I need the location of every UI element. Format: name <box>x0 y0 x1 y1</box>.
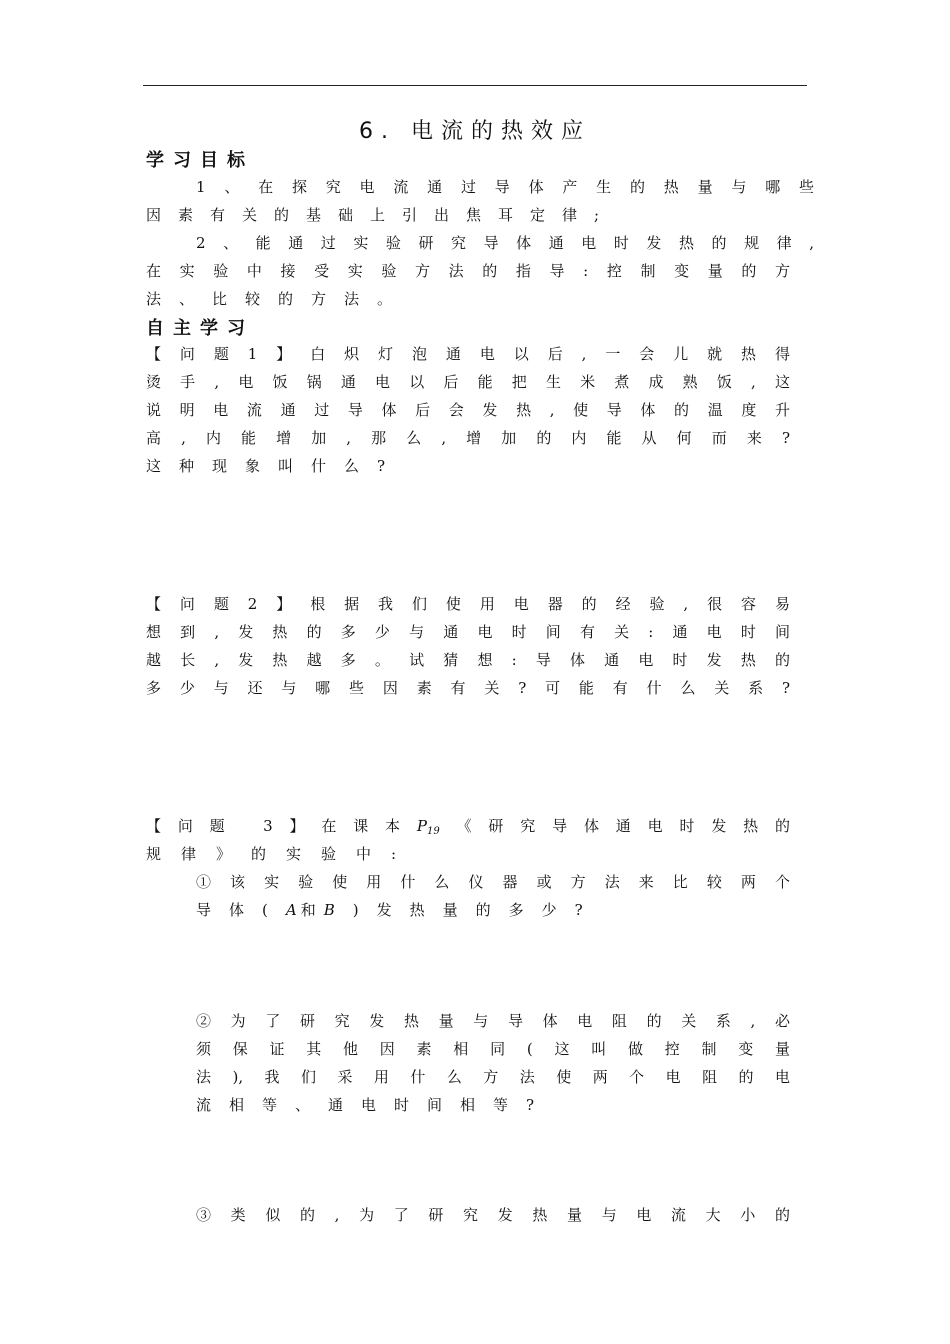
sub-question-1-line-2 <box>196 899 790 920</box>
question-3-line-2: 规律》的实验中: <box>146 845 417 863</box>
section-heading-goals: 学习目标 <box>146 150 254 171</box>
question-3-line-1 <box>146 815 790 837</box>
question-1-line-3: 说明电流通过导体后会发热,使导体的温度升 <box>146 401 790 419</box>
goal-2-line-1: 2、能通过实验研究导体通电时发热的规律, <box>196 234 814 252</box>
page-ref-number: 19 <box>427 826 440 837</box>
goal-1-line-2: 因素有关的基础上引出焦耳定律; <box>146 206 617 224</box>
question-2-line-4: 多少与还与哪些因素有关?可能有什么关系? <box>146 679 790 697</box>
sub-question-1-line-2-end: )发热量的多少? <box>352 901 601 919</box>
question-3-line-1-end: 《研究导体通电时发热的 <box>439 817 790 835</box>
sub-question-2-line-3: 法),我们采用什么方法使两个电阻的电 <box>196 1068 790 1086</box>
question-1-line-2: 烫手,电饭锅通电以后能把生米煮成熟饭,这 <box>146 373 790 391</box>
sub-question-1-line-2-start: 导体( <box>196 901 286 919</box>
goal-1-line-1: 1、在探究电流通过导体产生的热量与哪些 <box>196 178 814 196</box>
conductor-a-label: A <box>285 901 301 919</box>
goal-2-line-3: 法、比较的方法。 <box>146 290 411 308</box>
question-1-line-4: 高,内能增加,那么,增加的内能从何而来? <box>146 429 790 447</box>
page-ref-p: P <box>416 817 427 835</box>
question-2-line-2: 想到,发热的多少与通电时间有关:通电时间 <box>146 623 790 641</box>
question-1-line-1: 【问题1】白炽灯泡通电以后,一会儿就热得 <box>146 345 790 363</box>
sub-question-2-line-4: 流相等、通电时间相等? <box>196 1096 553 1114</box>
section-heading-self-study: 自主学习 <box>146 318 254 339</box>
sub-question-2-line-1: ②为了研究发热量与导体电阻的关系,必 <box>196 1012 790 1030</box>
and-word: 和 <box>300 901 324 919</box>
goal-2-line-2: 在实验中接受实验方法的指导:控制变量的方 <box>146 262 790 280</box>
question-1-line-5: 这种现象叫什么? <box>146 457 404 475</box>
sub-question-1-line-1: ①该实验使用什么仪器或方法来比较两个 <box>196 873 790 891</box>
page-title: 6. 电流的热效应 <box>359 119 591 144</box>
question-2-line-3: 越长,发热越多。试猜想:导体通电时发热的 <box>146 651 790 669</box>
conductor-b-label: B <box>323 901 353 919</box>
question-2-line-1: 【问题2】根据我们使用电器的经验,很容易 <box>146 595 790 613</box>
header-rule <box>143 85 807 86</box>
sub-question-3-line-1: ③类似的,为了研究发热量与电流大小的 <box>196 1206 790 1224</box>
question-3-line-1-start: 【问题 3】在课本 <box>146 817 417 835</box>
sub-question-2-line-2: 须保证其他因素相同(这叫做控制变量 <box>196 1040 790 1058</box>
